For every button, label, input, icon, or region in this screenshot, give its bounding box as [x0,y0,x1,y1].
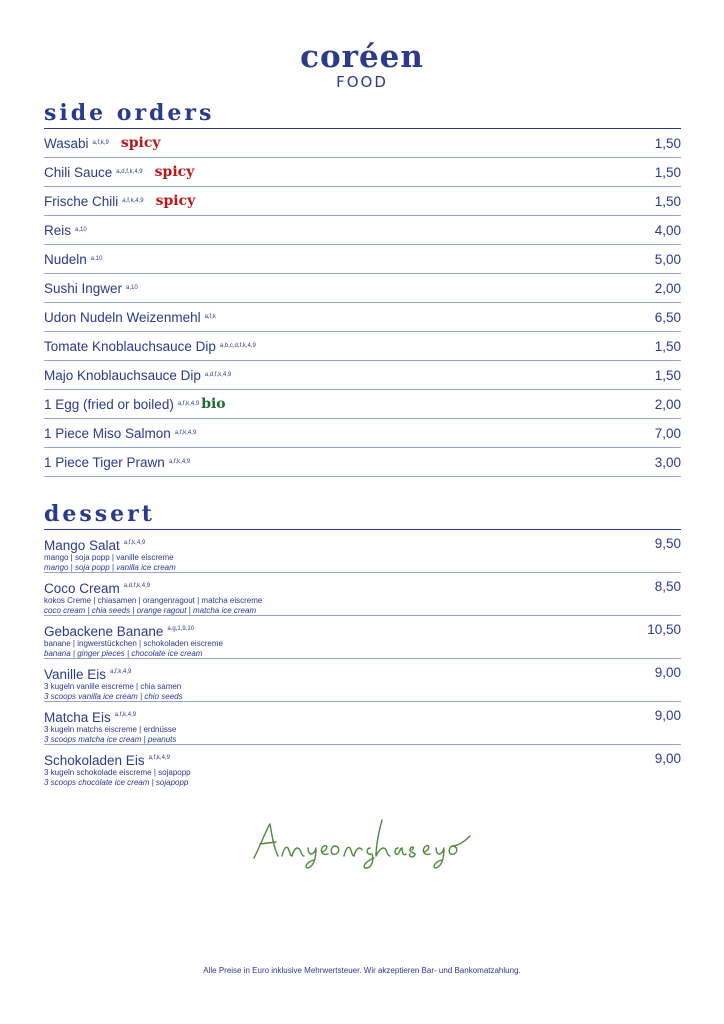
item-price: 1,50 [654,193,681,209]
description-english: 3 scoops chocolate ice cream | sojapopp [44,777,189,787]
item-name: Matcha Eis [44,710,111,725]
item-price: 5,00 [654,251,681,267]
allergen-codes: a,f,k,4,9 [177,401,200,407]
allergen-codes: a,f,k,4,9 [168,459,191,465]
item-price: 9,00 [654,708,681,723]
dessert-name-line [44,579,681,596]
bio-label: bio [201,396,226,412]
side-order-row [44,245,681,274]
brand-subtitle: FOOD [336,73,388,91]
spicy-label: spicy [154,164,195,180]
description-german: 3 kugeln vanille eiscreme | chia samen [44,682,182,691]
description-german: kokos Creme | chiasamen | orangenragout | matcha eiscreme [44,596,263,605]
side-orders-title: side orders [44,100,681,129]
item-price: 9,50 [654,536,681,551]
item-price: 8,50 [654,579,681,594]
item-name: Vanille Eis [44,667,107,682]
allergen-codes: a,b,c,d,f,k,4,9 [219,343,256,349]
side-order-row [44,390,681,419]
description-english: mango | soja popp | vanilla ice cream [44,562,176,572]
item-name: Tomate Knoblauchsauce Dip [44,338,216,354]
item-name: Gebackene Banane [44,624,164,639]
side-order-row [44,274,681,303]
item-name: Frische Chili [44,193,119,209]
allergen-codes: a,f,k,4,9 [174,430,197,436]
signature-image [248,812,478,872]
allergen-codes: a,f,k,4,9 [110,669,132,675]
allergen-codes: a,10 [75,227,87,233]
spicy-label: spicy [120,135,161,151]
item-name: 1 Piece Tiger Prawn [44,454,165,470]
side-order-row [44,158,681,187]
description-english: 3 scoops vanilla ice cream | chio seeds [44,691,183,701]
item-price: 2,00 [654,396,681,412]
item-price: 6,50 [654,309,681,325]
description-german: mango | soja popp | vanille eiscreme [44,553,174,562]
dessert-name-line [44,708,681,725]
dessert-row [44,573,681,616]
side-order-row [44,419,681,448]
allergen-codes: a,f,k,4,9 [114,712,137,718]
allergen-codes: a,f,k,4,9 [148,755,170,761]
item-name: Nudeln [44,251,87,267]
side-order-row [44,303,681,332]
dessert-row [44,702,681,745]
item-price: 1,50 [654,367,681,383]
description-german: 3 kugeln matchs eiscreme | erdnüsse [44,725,177,734]
item-name: Udon Nudeln Weizenmehl [44,309,201,325]
description-english: banana | ginger pieces | chocolate ice cream [44,648,203,658]
dessert-name-line [44,536,681,553]
allergen-codes: a,f,k [204,314,216,320]
allergen-codes: a,10 [126,285,138,291]
item-name: Coco Cream [44,581,120,596]
side-order-row [44,216,681,245]
side-order-row [44,187,681,216]
item-name: Reis [44,222,72,238]
item-price: 3,00 [654,454,681,470]
item-price: 7,00 [654,425,681,441]
dessert-name-line [44,665,681,682]
dessert-title: dessert [44,501,681,530]
side-orders-section [44,100,681,477]
item-name: 1 Egg (fried or boiled) [44,396,174,412]
item-name: Sushi Ingwer [44,280,123,296]
dessert-section [44,501,681,788]
allergen-codes: a,f,k,9 [92,140,109,146]
item-price: 1,50 [654,338,681,354]
footer-note: Alle Preise in Euro inklusive Mehrwertsteuer. Wir akzeptieren Bar- und Bankomatzahlung. [203,966,521,975]
dessert-row [44,616,681,659]
item-name: Mango Salat [44,538,120,553]
spicy-label: spicy [155,193,196,209]
side-order-row [44,332,681,361]
description-english: coco cream | chia seeds | orange ragout | matcha ice cream [44,605,257,615]
item-price: 1,50 [654,164,681,180]
item-name: 1 Piece Miso Salmon [44,425,171,441]
allergen-codes: a,f,k,4,9 [123,540,146,546]
item-name: Majo Knoblauchsauce Dip [44,367,201,383]
item-name: Schokoladen Eis [44,753,145,768]
item-price: 1,50 [654,135,681,151]
dessert-name-line [44,622,681,639]
allergen-codes: a,d,f,k,4,9 [116,169,143,175]
logo [0,40,724,90]
item-price: 10,50 [647,622,681,637]
brand-name: coréen [300,39,424,75]
allergen-codes: a,d,f,k,4,9 [123,583,151,589]
dessert-row [44,745,681,788]
item-name: Chili Sauce [44,164,113,180]
allergen-codes: a,d,f,k,4,9 [204,372,232,378]
item-price: 2,00 [654,280,681,296]
side-order-row [44,129,681,158]
allergen-codes: a,10 [90,256,103,262]
dessert-list [44,530,681,788]
dessert-row [44,659,681,702]
item-name: Wasabi [44,135,89,151]
allergen-codes: a,g,1,9,10 [167,626,195,632]
description-german: banane | ingwerstückchen | schokoladen eiscreme [44,639,223,648]
side-order-row [44,448,681,477]
allergen-codes: a,f,k,4,9 [122,198,144,204]
description-english: 3 scoops matcha ice cream | peanuts [44,734,177,744]
item-price: 4,00 [654,222,681,238]
description-german: 3 kugeln schokolade eiscreme | sojapopp [44,768,191,777]
side-order-row [44,361,681,390]
side-orders-list [44,129,681,477]
dessert-row [44,530,681,573]
item-price: 9,00 [654,665,681,680]
item-price: 9,00 [654,751,681,766]
dessert-name-line [44,751,681,768]
